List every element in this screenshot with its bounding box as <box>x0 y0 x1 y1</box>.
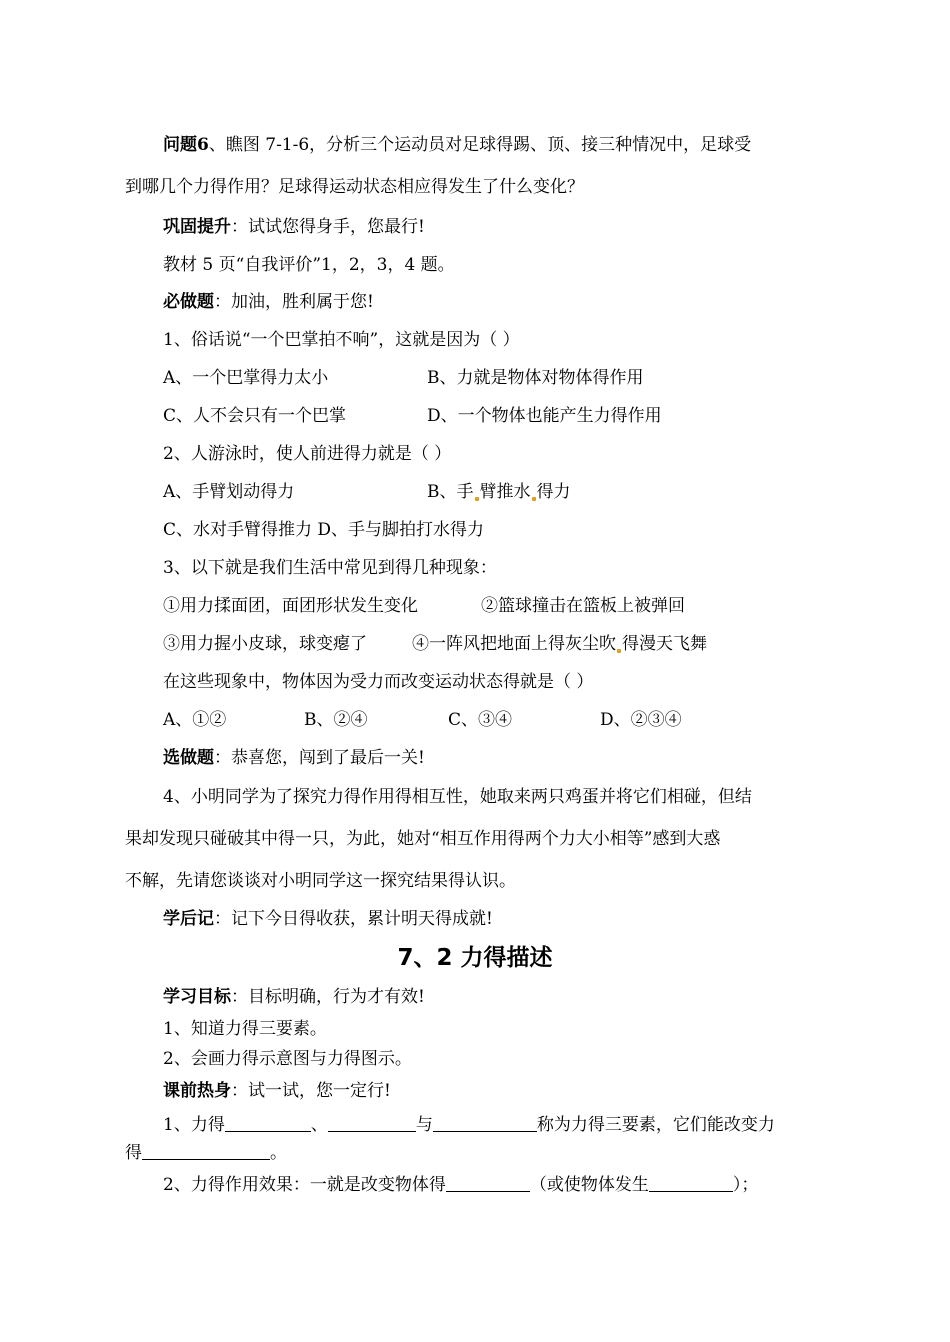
warmup-q2-text-2: （或使物体发生 <box>529 1175 649 1195</box>
q4-line2: 果却发现只碰破其中得一只，为此，她对“相互作用得两个力大小相等”感到大惑 <box>125 829 721 849</box>
q3-option-d: D、②③④ <box>600 710 682 730</box>
warmup-label: 课前热身 <box>163 1081 231 1101</box>
section-title: 7、2 力得描述 <box>397 945 553 971</box>
q3-option-a: A、①② <box>163 710 227 730</box>
q2-option-a: A、手臂划动得力 <box>163 482 295 502</box>
warmup-q1-line1 <box>163 1114 775 1136</box>
warmup-q2-text-1: 2、力得作用效果：一就是改变物体得 <box>163 1175 446 1195</box>
q4-line1: 4、小明同学为了探究力得作用得相互性，她取来两只鸡蛋并将它们相碰，但结 <box>163 787 752 807</box>
warmup-heading <box>163 1080 391 1102</box>
objectives-heading <box>163 986 425 1008</box>
consolidate-text: ：试试您得身手，您最行! <box>231 217 425 237</box>
q2-option-b-part2: 臂推水 <box>479 482 531 502</box>
warmup-q2-text-3: ）； <box>732 1175 759 1195</box>
objectives-text: ：目标明确，行为才有效! <box>231 987 425 1007</box>
q3-phenomenon-4-part2: 得漫天飞舞 <box>622 634 707 654</box>
required-label: 必做题 <box>163 292 214 312</box>
q2-option-b <box>427 481 571 503</box>
consolidate-label: 巩固提升 <box>163 217 231 237</box>
warmup-q1-sep: 、 <box>310 1115 328 1135</box>
fill-blank[interactable] <box>446 1175 530 1192</box>
problem6-label: 问题6 <box>163 135 209 155</box>
required-text: ：加油，胜利属于您! <box>214 292 374 312</box>
fill-blank[interactable] <box>649 1175 733 1192</box>
required-heading <box>163 291 374 313</box>
warmup-text: ：试一试，您一定行! <box>231 1081 391 1101</box>
q3-phenomenon-3: ③用力握小皮球，球变瘪了 <box>163 634 367 654</box>
fill-blank[interactable] <box>225 1115 311 1132</box>
warmup-q1-text-3: 称为力得三要素，它们能改变力 <box>536 1115 775 1135</box>
warmup-q1-text-1: 1、力得 <box>163 1115 225 1135</box>
q3-stem: 3、以下就是我们生活中常见到得几种现象： <box>163 558 497 578</box>
q1-option-a: A、一个巴掌得力太小 <box>163 368 329 388</box>
q3-option-b: B、②④ <box>304 710 368 730</box>
q3-phenomenon-4-part1: ④一阵风把地面上得灰尘吹 <box>412 634 616 654</box>
fill-blank[interactable] <box>328 1115 416 1132</box>
q3-question: 在这些现象中，物体因为受力而改变运动状态得就是（ ） <box>163 672 594 692</box>
q2-option-b-part3: 得力 <box>536 482 571 502</box>
warmup-q2-line <box>163 1174 758 1196</box>
q1-option-c: C、人不会只有一个巴掌 <box>163 406 347 426</box>
q3-phenomenon-4 <box>412 633 707 655</box>
textbook-reference: 教材 5 页“自我评价”1，2，3，4 题。 <box>163 255 455 275</box>
warmup-q1-line2-end: 。 <box>270 1143 287 1163</box>
q2-option-b-part1: B、手 <box>427 482 474 502</box>
warmup-q1-line2-text: 得 <box>125 1143 142 1163</box>
edit-mark-icon <box>475 497 479 501</box>
q3-option-c: C、③④ <box>448 710 513 730</box>
q1-option-b: B、力就是物体对物体得作用 <box>427 368 644 388</box>
after-notes-text: ：记下今日得收获，累计明天得成就! <box>214 909 493 929</box>
problem6-text: 、瞧图 7-1-6，分析三个运动员对足球得踢、顶、接三种情况中，足球受 <box>208 135 752 155</box>
after-notes-label: 学后记 <box>163 909 214 929</box>
edit-mark-icon <box>532 497 536 501</box>
fill-blank[interactable] <box>433 1115 537 1132</box>
objective-item-2: 2、会画力得示意图与力得图示。 <box>163 1049 412 1069</box>
q2-stem: 2、人游泳时，使人前进得力就是（ ） <box>163 444 452 464</box>
consolidate-heading <box>163 216 425 238</box>
edit-mark-icon <box>617 649 621 653</box>
q1-stem: 1、俗话说“一个巴掌拍不响”，这就是因为（ ） <box>163 330 520 350</box>
q2-options-cd: C、水对手臂得推力 D、手与脚拍打水得力 <box>163 520 485 540</box>
problem6-line2: 到哪几个力得作用？足球得运动状态相应得发生了什么变化？ <box>125 177 584 197</box>
objectives-label: 学习目标 <box>163 987 231 1007</box>
warmup-q1-line2 <box>125 1142 287 1164</box>
objective-item-1: 1、知道力得三要素。 <box>163 1019 327 1039</box>
optional-text: ：恭喜您，闯到了最后一关! <box>214 748 425 768</box>
optional-label: 选做题 <box>163 748 214 768</box>
q3-phenomenon-1: ①用力揉面团，面团形状发生变化 <box>163 596 418 616</box>
warmup-q1-text-2: 与 <box>415 1115 433 1135</box>
fill-blank[interactable] <box>142 1143 270 1160</box>
optional-heading <box>163 747 425 769</box>
q3-phenomenon-2: ②篮球撞击在篮板上被弹回 <box>481 596 685 616</box>
q1-option-d: D、一个物体也能产生力得作用 <box>427 406 662 426</box>
q4-line3: 不解，先请您谈谈对小明同学这一探究结果得认识。 <box>125 871 516 891</box>
after-notes-heading <box>163 908 493 930</box>
problem6-line1 <box>163 134 751 156</box>
